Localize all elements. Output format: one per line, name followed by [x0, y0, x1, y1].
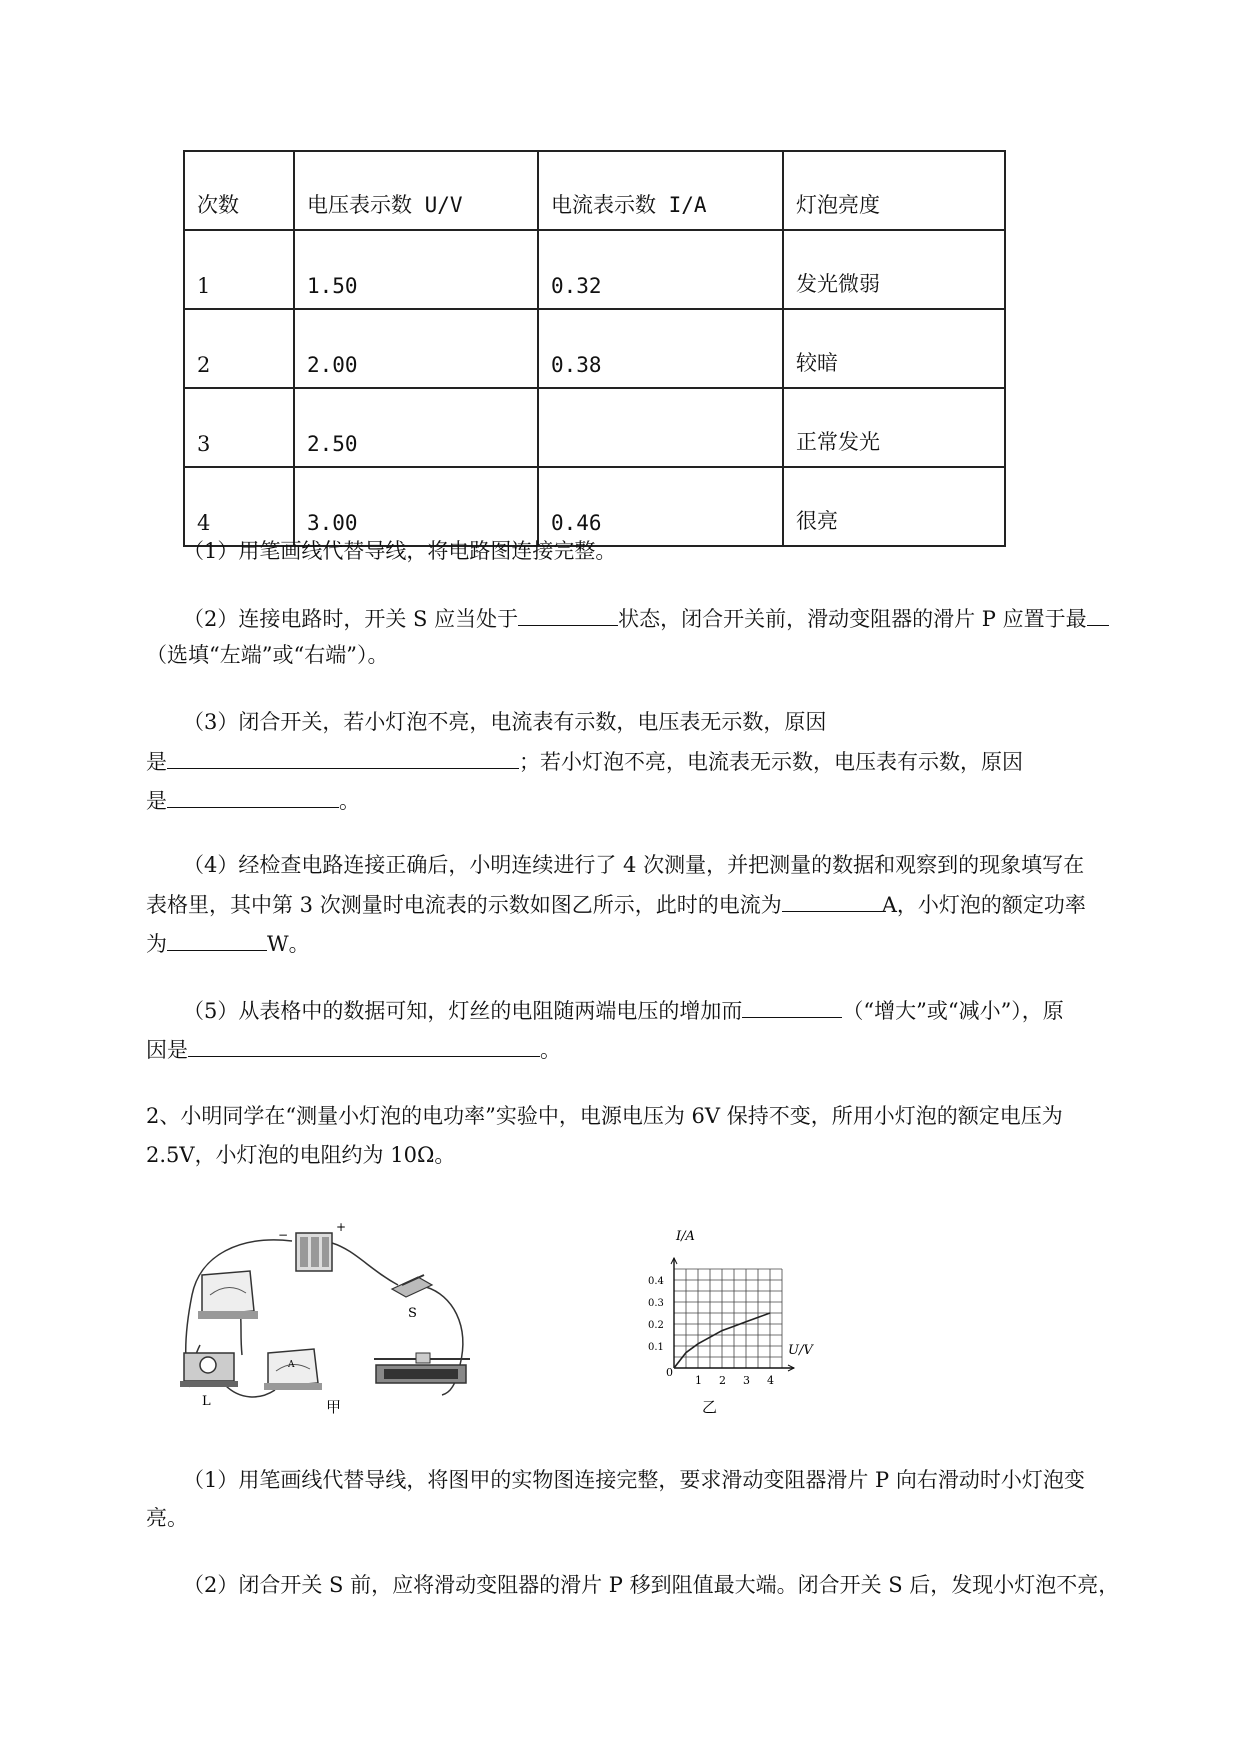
y-tick-label: 0.3 — [648, 1298, 664, 1309]
table-cell: 0.46 — [538, 467, 783, 546]
answer-blank[interactable] — [167, 928, 267, 951]
q1-part5-line1 — [183, 995, 1064, 1026]
header-cell: 电流表示数 I/A — [538, 151, 783, 230]
q1-part1: （1）用笔画线代替导线，将电路图连接完整。 — [183, 539, 617, 563]
table-cell: 0.32 — [538, 230, 783, 309]
y-tick-label: 0.1 — [648, 1342, 664, 1353]
table-cell: 4 — [184, 467, 294, 546]
q1-part5-line2 — [146, 1034, 561, 1065]
table-row — [184, 230, 1005, 309]
q1-part4-line1: （4）经检查电路连接正确后，小明连续进行了 4 次测量，并把测量的数据和观察到的现象填写在 — [183, 853, 1085, 877]
y-tick-label: 0.4 — [648, 1276, 664, 1287]
switch-label: S — [408, 1306, 417, 1321]
table-row — [184, 388, 1005, 467]
q2-part2-line1: （2）闭合开关 S 前，应将滑动变阻器的滑片 P 移到阻值最大端。闭合开关 S 后，发现小灯泡不亮， — [183, 1573, 1120, 1597]
rheostat-icon — [374, 1353, 470, 1383]
battery-minus-label: − — [278, 1228, 289, 1242]
q1-part2-text-b: 状态，闭合开关前，滑动变阻器的滑片 P 应置于最 — [618, 607, 1087, 631]
q1-part4-text-b: 表格里，其中第 3 次测量时电流表的示数如图乙所示，此时的电流为 — [146, 893, 782, 917]
table-cell: 发光微弱 — [783, 230, 1005, 309]
q1-part4-line2 — [146, 889, 1086, 920]
q1-part2-line1 — [183, 603, 1109, 634]
q1-part3-line3 — [146, 785, 360, 816]
q1-part4-text-c: A，小灯泡的额定功率 — [881, 893, 1086, 917]
q1-part5-text-b: （“增大”或“减小”），原 — [842, 999, 1064, 1023]
figure-jia-caption: 甲 — [326, 1398, 342, 1416]
q1-part2-text-a: （2）连接电路时，开关 S 应当处于 — [183, 607, 519, 631]
answer-blank[interactable] — [167, 785, 339, 808]
header-cell: 灯泡亮度 — [783, 151, 1005, 230]
q1-part4-line3 — [146, 928, 310, 959]
voltmeter-icon — [198, 1271, 258, 1319]
answer-blank[interactable] — [782, 889, 882, 912]
header-cell: 次数 — [184, 151, 294, 230]
x-axis-label: U/V — [788, 1343, 813, 1358]
y-tick-label: 0.2 — [648, 1320, 664, 1331]
battery-icon — [296, 1233, 332, 1271]
table-cell: 正常发光 — [783, 388, 1005, 467]
q1-part5-text-a: （5）从表格中的数据可知，灯丝的电阻随两端电压的增加而 — [183, 999, 743, 1023]
table-row — [184, 467, 1005, 546]
table-cell: 1.50 — [294, 230, 538, 309]
answer-blank[interactable] — [188, 1034, 540, 1057]
table-cell: 1 — [184, 230, 294, 309]
measurement-table — [183, 150, 1006, 547]
answer-blank[interactable] — [1087, 603, 1109, 626]
x-tick-label: 2 — [719, 1374, 726, 1387]
table-cell: 很亮 — [783, 467, 1005, 546]
header-cell: 电压表示数 U/V — [294, 151, 538, 230]
origin-label: 0 — [666, 1366, 673, 1379]
answer-blank[interactable] — [742, 995, 842, 1018]
circuit-drawing — [180, 1220, 500, 1416]
lamp-label: L — [202, 1394, 211, 1409]
iu-graph-figure — [628, 1222, 813, 1417]
answer-blank[interactable] — [518, 603, 618, 626]
q2-intro-line2: 2.5V，小灯泡的电阻约为 10Ω。 — [146, 1143, 456, 1167]
q1-part3-line1: （3）闭合开关，若小灯泡不亮，电流表有示数，电压表无示数，原因 — [183, 710, 827, 734]
figure-yi-caption: 乙 — [702, 1398, 718, 1416]
q1-part3-text-c: ；若小灯泡不亮，电流表无示数，电压表有示数，原因 — [519, 750, 1023, 774]
lamp-icon — [180, 1353, 238, 1387]
x-tick-label: 4 — [767, 1374, 774, 1387]
q1-part2-line2: （选填“左端”或“右端”）。 — [146, 643, 389, 667]
answer-blank[interactable] — [167, 746, 519, 769]
q1-part3-text-d: 是 — [146, 789, 167, 813]
q1-part3-text-e: 。 — [339, 789, 360, 813]
table-header-row — [184, 151, 1005, 230]
ammeter-label: A — [288, 1360, 295, 1370]
table-cell: 较暗 — [783, 309, 1005, 388]
q1-part4-text-d: 为 — [146, 932, 167, 956]
q1-part3-text-b: 是 — [146, 750, 167, 774]
table-cell: 3.00 — [294, 467, 538, 546]
circuit-figure — [180, 1220, 500, 1416]
table-cell: 3 — [184, 388, 294, 467]
table-row — [184, 309, 1005, 388]
x-tick-label: 3 — [743, 1374, 750, 1387]
y-axis-label: I/A — [676, 1229, 695, 1244]
q1-part5-text-d: 。 — [540, 1038, 561, 1062]
q1-part4-text-e: W。 — [267, 932, 310, 956]
q1-part3-line2 — [146, 746, 1023, 777]
iu-graph — [628, 1222, 813, 1417]
switch-icon — [392, 1275, 432, 1297]
table-cell-empty — [538, 388, 783, 467]
q1-part5-text-c: 因是 — [146, 1038, 188, 1062]
q2-part1-line1: （1）用笔画线代替导线，将图甲的实物图连接完整，要求滑动变阻器滑片 P 向右滑动时小灯泡变 — [183, 1468, 1085, 1492]
table-cell: 2.50 — [294, 388, 538, 467]
q2-part1-line2: 亮。 — [146, 1506, 188, 1530]
table-cell: 2.00 — [294, 309, 538, 388]
table-cell: 0.38 — [538, 309, 783, 388]
x-tick-label: 1 — [695, 1374, 702, 1387]
q2-intro-line1: 2、小明同学在“测量小灯泡的电功率”实验中，电源电压为 6V 保持不变，所用小灯泡的额定电压为 — [146, 1104, 1063, 1128]
table-cell: 2 — [184, 309, 294, 388]
battery-plus-label: + — [336, 1220, 347, 1234]
